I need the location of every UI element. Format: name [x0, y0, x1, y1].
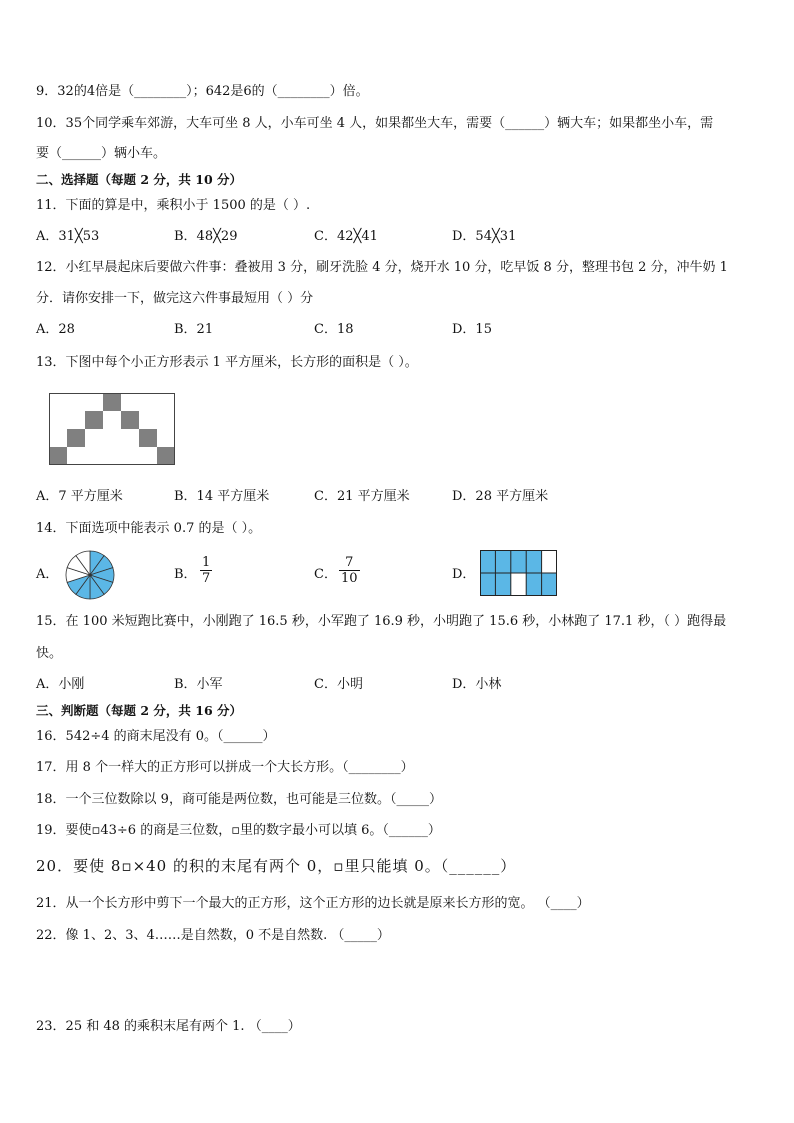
question-10-line2: 要（______）辆小车。	[36, 146, 167, 161]
gray-square	[85, 411, 103, 429]
fraction-numerator: 1	[202, 555, 211, 570]
pie-circle-figure	[64, 549, 116, 601]
q11-option-d: D．54╳31	[452, 229, 517, 244]
fraction-denominator: 7	[202, 571, 211, 586]
section-heading-judgement: 三、判断题（每题 2 分，共 16 分）	[36, 703, 243, 718]
q14-label-c: C．	[314, 567, 337, 582]
q11-option-a: A．31╳53	[36, 229, 100, 244]
question-12-line2: 分．请你安排一下，做完这六件事最短用（ ）分	[36, 291, 314, 306]
blue-cell	[495, 550, 510, 573]
question-12-line1: 12．小红早晨起床后要做六件事：叠被用 3 分，刷牙洗脸 4 分，烧开水 10 分，吃早饭 8 分，整理书包 2 分，冲牛奶 1	[36, 260, 728, 275]
q13-option-a: A．7 平方厘米	[36, 489, 123, 504]
question-15-line1: 15．在 100 米短跑比赛中，小刚跑了 16.5 秒，小军跑了 16.9 秒，小明跑了 15.6 秒，小林跑了 17.1 秒，（ ）跑得最	[36, 614, 727, 629]
q14-label-d: D．	[452, 567, 476, 582]
q15-option-b: B．小军	[174, 677, 223, 692]
q13-option-c: C．21 平方厘米	[314, 489, 410, 504]
q11-option-b: B．48╳29	[174, 229, 238, 244]
white-cell	[542, 550, 557, 573]
fraction-one-seventh	[200, 555, 212, 586]
question-18: 18．一个三位数除以 9，商可能是两位数，也可能是三位数。（_____）	[36, 792, 442, 807]
section-heading-choice: 二、选择题（每题 2 分，共 10 分）	[36, 172, 243, 187]
q15-option-d: D．小林	[452, 677, 502, 692]
question-21: 21．从一个长方形中剪下一个最大的正方形，这个正方形的边长就是原来长方形的宽。 （____）	[36, 896, 590, 911]
question-10-line1: 10．35个同学乘车郊游，大车可坐 8 人，小车可坐 4 人，如果都坐大车，需要（______）辆大车；如果都坐小车，需	[36, 116, 714, 131]
question-11: 11．下面的算是中，乘积小于 1500 的是（ ）.	[36, 198, 311, 213]
question-16: 16．542÷4 的商末尾没有 0。（______）	[36, 729, 276, 744]
blue-cell	[511, 550, 526, 573]
q12-option-c: C．18	[314, 322, 354, 337]
fraction-denominator: 10	[341, 571, 358, 586]
gray-square	[67, 429, 85, 447]
blue-cell	[526, 550, 541, 573]
q12-option-a: A．28	[36, 322, 75, 337]
gray-square	[157, 447, 175, 465]
fraction-numerator: 7	[345, 555, 354, 570]
blue-cell	[480, 550, 495, 573]
grid-figure	[480, 550, 557, 596]
question-20: 20．要使 8▫×40 的积的末尾有两个 0，▫里只能填 0。（______）	[36, 857, 517, 875]
gray-square	[49, 447, 67, 465]
blue-cell	[480, 573, 495, 596]
question-15-line2: 快。	[36, 646, 63, 661]
blue-cell	[495, 573, 510, 596]
question-17: 17．用 8 个一样大的正方形可以拼成一个大长方形。（________）	[36, 760, 414, 775]
q15-option-c: C．小明	[314, 677, 363, 692]
blue-cell	[542, 573, 557, 596]
q12-option-d: D．15	[452, 322, 492, 337]
question-9: 9．32的4倍是（________）；642是6的（________）倍。	[36, 84, 369, 99]
question-19: 19．要使▫43÷6 的商是三位数，▫里的数字最小可以填 6。（______）	[36, 823, 441, 838]
q13-option-b: B．14 平方厘米	[174, 489, 270, 504]
question-14: 14．下面选项中能表示 0.7 的是（ ）。	[36, 521, 262, 536]
blue-cell	[526, 573, 541, 596]
staircase-rectangle-figure	[49, 393, 175, 465]
q11-option-c: C．42╳41	[314, 229, 378, 244]
question-13: 13．下图中每个小正方形表示 1 平方厘米，长方形的面积是（ ）。	[36, 355, 418, 370]
q14-label-a: A．	[36, 567, 59, 582]
gray-square	[139, 429, 157, 447]
question-22: 22．像 1、2、3、4……是自然数，0 不是自然数. （_____）	[36, 928, 390, 943]
q15-option-a: A．小刚	[36, 677, 85, 692]
gray-square	[121, 411, 139, 429]
q14-label-b: B．	[174, 567, 197, 582]
fraction-seven-tenths	[339, 555, 360, 586]
question-23: 23．25 和 48 的乘积末尾有两个 1. （____）	[36, 1019, 301, 1034]
q13-option-d: D．28 平方厘米	[452, 489, 549, 504]
q12-option-b: B．21	[174, 322, 214, 337]
white-cell	[511, 573, 526, 596]
gray-square	[103, 393, 121, 411]
